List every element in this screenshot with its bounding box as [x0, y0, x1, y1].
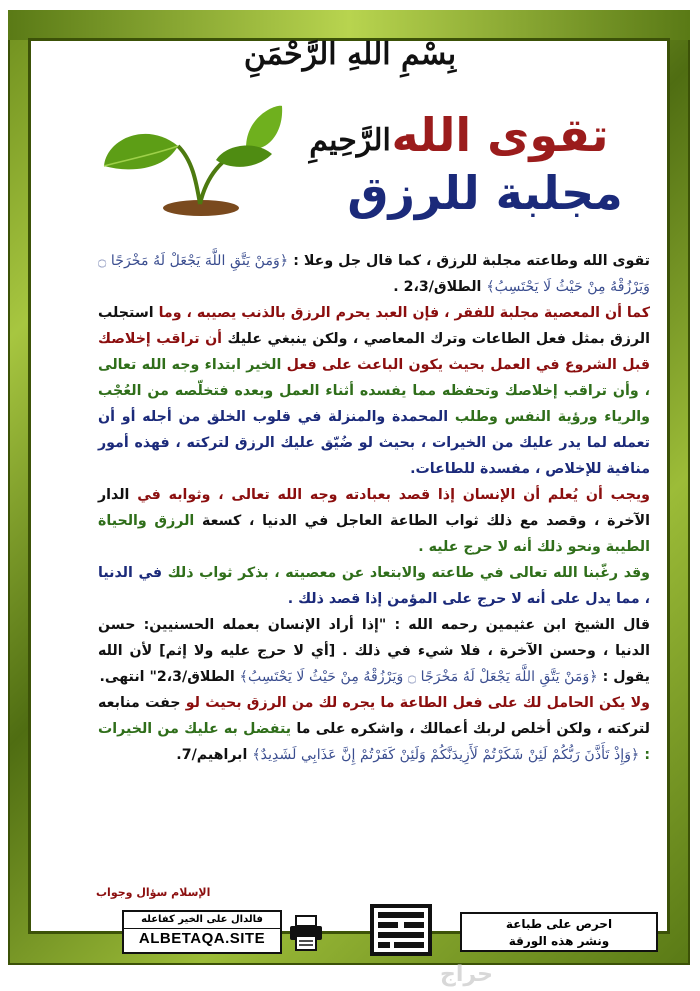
paragraph-text: الخير ابتداء وجه الله تعالى ، وأن تراقب إخلاصك وتحفظه مما يفسده — [98, 357, 650, 399]
bismillah-calligraphy: بِسْمِ اللهِ الرَّحْمَنِ الرَّحِيمِ — [243, 37, 457, 158]
paragraph-text: استجلب الرزق بمثل فعل الطاعات وترك المعاصي ، ولكن ينبغي عليك — [98, 305, 650, 347]
title-line-1: تقوى الله — [391, 108, 609, 162]
paragraph-4 — [98, 560, 650, 612]
paragraph-text: ابراهيم/7. — [176, 747, 253, 763]
printer-icon — [288, 914, 324, 952]
paragraph-text: يتفضل به عليك من الخيرات : — [98, 721, 650, 763]
paragraph-text: الطلاق/2،3 . — [393, 279, 487, 295]
watermark: حراج — [440, 962, 493, 987]
paragraph-text: ويجب أن يُعلم أن الإنسان إذا قصد بعبادته وجه الله تعالى ، وثوابه في — [129, 487, 650, 503]
paragraph-text: تقوى الله وطاعته مجلبة للرزق ، كما قال جل وعلا : — [288, 253, 650, 269]
paragraph-text: وقد رغّبنا الله تعالى في طاعته والابتعاد عن معصيته ، بذكر ثواب ذلك — [162, 565, 650, 581]
paragraph-2 — [98, 300, 650, 482]
source-credit: الإسلام سؤال وجواب — [96, 886, 211, 899]
print-reminder-box — [460, 912, 658, 952]
paragraph-text: أن تراقب إخلاصك قبل الشروع في العمل بحيث يكون الباعث على فعل — [98, 331, 650, 373]
print-reminder-line-1: احرص على طباعة — [505, 917, 613, 931]
paragraph-text: المحمدة والمنزلة في قلوب الخلق من أجله أو أن تعمله لما يدر عليك من — [98, 409, 650, 451]
quran-verse: ﴿وَإِذْ تَأَذَّنَ رَبُّكُمْ لَئِنْ شَكَرْتُمْ لَأَزِيدَنَّكُمْ وَلَئِنْ كَفَرْتُمْ إِنَّ عَذَابِي لَشَدِيدٌ﴾ — [252, 747, 640, 763]
paragraph-text: للإخلاص ، مفسدة للطاعات. — [410, 461, 602, 477]
paragraph-3 — [98, 482, 650, 560]
site-box[interactable] — [122, 910, 282, 954]
quran-verse: ﴿وَمَنْ يَتَّقِ اللَّهَ يَجْعَلْ لَهُ مَخْرَجًا ۝ وَيَرْزُقْهُ مِنْ حَيْثُ لَا يَحْتَسِبُ﴾ — [239, 669, 598, 685]
quran-verse: ﴿وَمَنْ يَتَّقِ اللَّهَ يَجْعَلْ لَهُ مَخْرَجًا ۝ وَيَرْزُقْهُ مِنْ حَيْثُ لَا يَحْتَسِبُ﴾ — [98, 253, 650, 295]
article-body — [98, 248, 650, 888]
title-line-2: مجلبة للرزق — [347, 166, 623, 220]
paragraph-text: لأن الله يقول : — [98, 643, 650, 685]
paragraph-text: الرزق والحياة الطيبة ونحو ذلك أنه لا حرج عليه . — [98, 513, 650, 555]
paragraph-text: الطلاق/2،3" انتهى. — [99, 669, 240, 685]
paragraph-text: في الدنيا ، مما يدل على أنه لا حرج على المؤمن إذا قصد ذلك . — [98, 565, 650, 607]
footer — [100, 904, 660, 956]
paragraph-text: أثناء العمل وبعده فتخلّصه من العُجْب والرياء ورؤية النفس وطلب — [98, 383, 650, 425]
paragraph-text: حسن الدنيا ، وحسن الآخرة ، فلا شيء في ذلك . [أي لا حرج عليه ولا إثم] — [98, 617, 650, 659]
title-header — [40, 100, 660, 240]
site-tagline: فالدال على الخير كفاعله — [141, 914, 263, 925]
paragraph-text: جفت منابعه لتركته ، ولكن أخلص لربك أعمالك ، واشكره على ما — [98, 695, 650, 737]
paragraph-text: قال الشيخ ابن عثيمين رحمه الله : "إذا أراد الإنسان بعمله الحسنيين: — [135, 617, 650, 633]
paragraph-text: الخيرات ، بحيث لو ضُيّق عليك الرزق لتركته ، فهذه أمور منافية — [98, 435, 650, 477]
paragraph-text: كما أن المعصية مجلبة للفقر ، فإن العبد يحرم الرزق بالذنب يصيبه ، وما — [153, 305, 650, 321]
paragraph-1 — [98, 248, 650, 300]
paragraph-text: ولا يكن الحامل لك على فعل الطاعة ما يجره لك من الرزق بحيث لو — [180, 695, 650, 711]
paragraph-text: الدار الآخرة ، وقصد مع ذلك ثواب الطاعة العاجل في الدنيا ، كسعة — [98, 487, 650, 529]
paragraph-6 — [98, 690, 650, 768]
albetaqa-logo-icon — [370, 904, 432, 956]
site-link[interactable]: ALBETAQA.SITE — [124, 928, 280, 949]
leaf-sprout-icon — [96, 100, 286, 220]
print-reminder-line-2: ونشر هذه الورقة — [508, 934, 610, 948]
paragraph-5 — [98, 612, 650, 690]
